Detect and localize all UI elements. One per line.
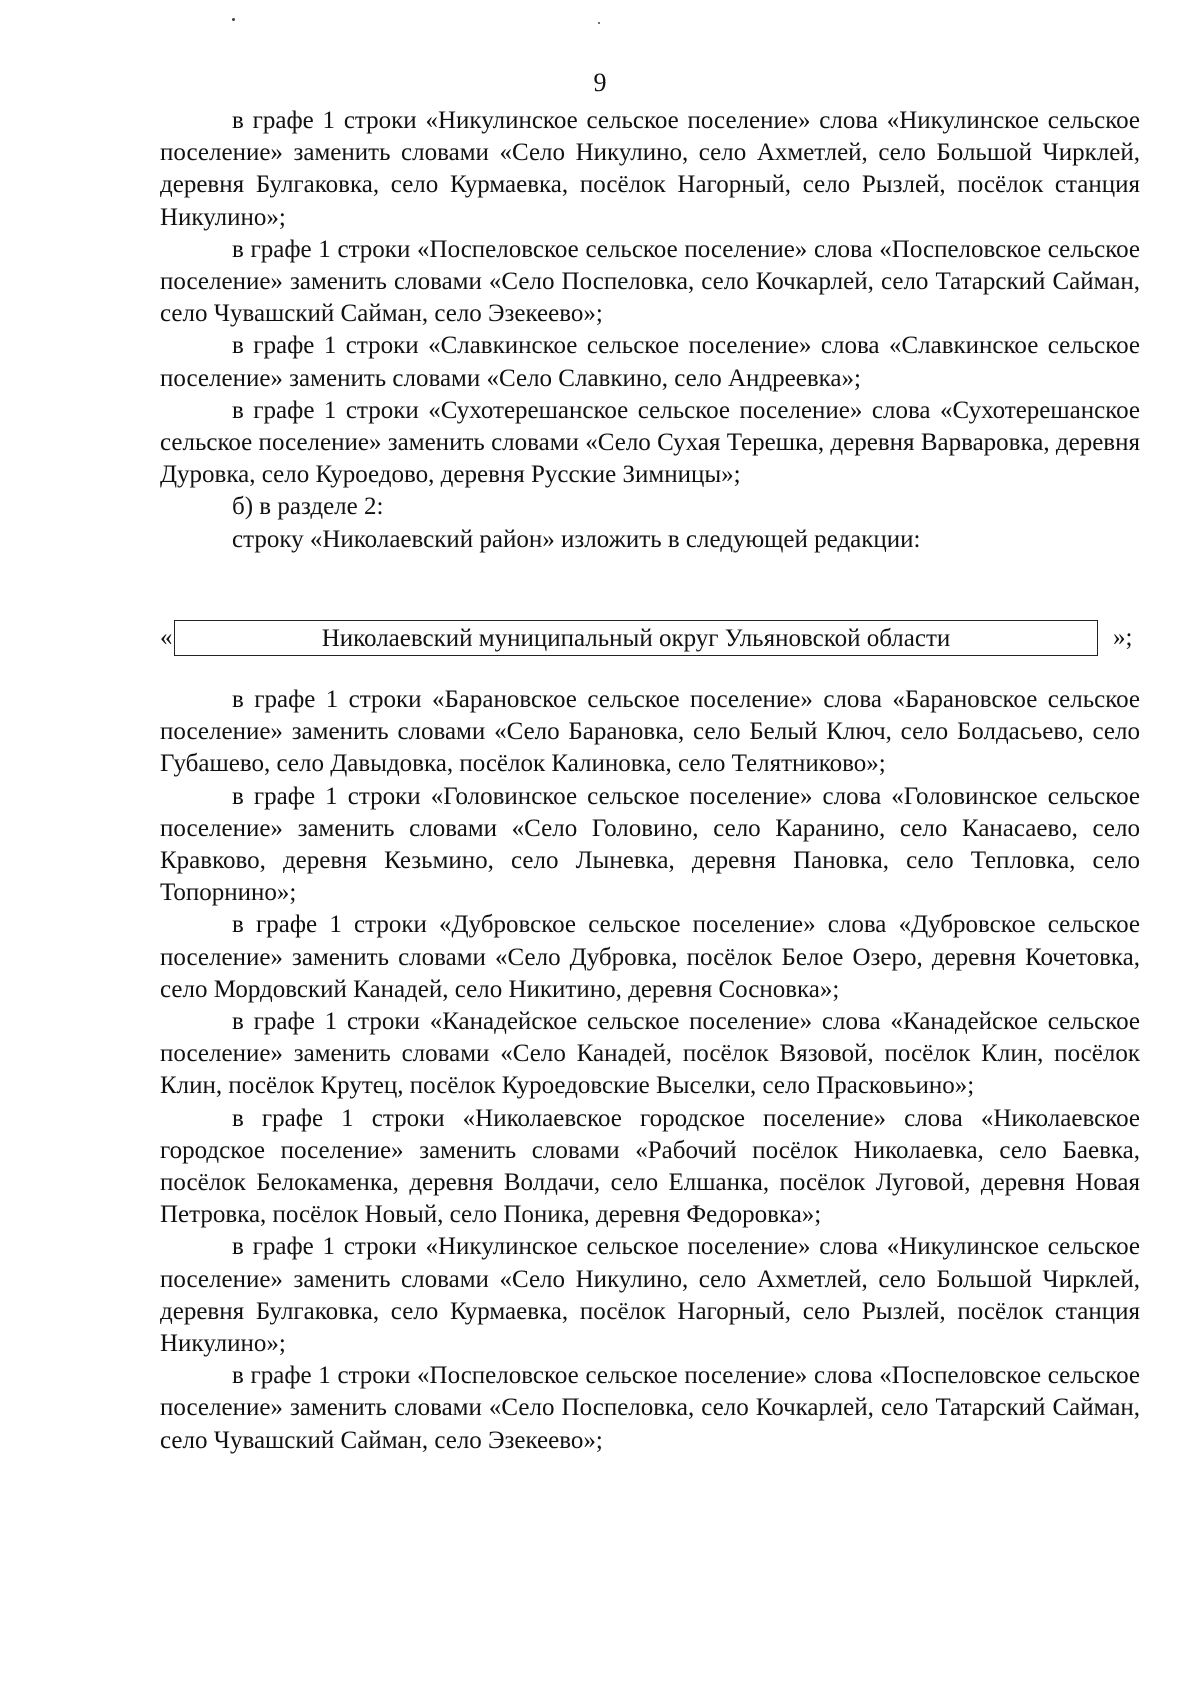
paragraph: строку «Николаевский район» изложить в следующей редакции: bbox=[232, 525, 921, 553]
section-heading: б) в разделе 2: bbox=[232, 493, 384, 521]
scan-speck bbox=[598, 22, 600, 24]
paragraph: в графе 1 строки «Канадейское сельское поселение» слова «Канадейское сельское поселение» заменить словами «Село Канадей, посёлок Вязовой, посёлок Клин, посёлок Клин, посёлок Крутец, посёлок Куроедовские Выселки, село Прасковьино»; bbox=[160, 1008, 1140, 1100]
paragraph: в графе 1 строки «Николаевское городское поселение» слова «Николаевское городское поселение» заменить словами «Рабочий посёлок Николаевка, село Баевка, посёлок Белокаменка, деревня Волдачи, село Елшанка, посёлок Луговой, деревня Новая Петровка, посёлок Новый, село Поника, деревня Федоровка»; bbox=[160, 1104, 1140, 1229]
page-number: 9 bbox=[593, 68, 607, 97]
paragraph: в графе 1 строки «Поспеловское сельское поселение» слова «Поспеловское сельское поселение» заменить словами «Село Поспеловка, село Кочкарлей, село Татарский Сайман, село Чувашский Сайман, село Эзекеево»; bbox=[160, 235, 1140, 328]
paragraph: в графе 1 строки «Славкинское сельское поселение» слова «Славкинское сельское поселение» заменить словами «Село Славкино, село Андреевка»; bbox=[160, 332, 1140, 392]
paragraph: в графе 1 строки «Головинское сельское поселение» слова «Головинское сельское поселение» заменить словами «Село Головино, село Каранино, село Канасаево, село Кравково, деревня Кезьмино, село Лыневка, деревня Пановка, село Тепловка, село Топорнино»; bbox=[160, 782, 1140, 907]
paragraph: в графе 1 строки «Поспеловское сельское поселение» слова «Поспеловское сельское поселение» заменить словами «Село Поспеловка, село Кочкарлей, село Татарский Сайман, село Чувашский Сайман, село Эзекеево»; bbox=[160, 1362, 1140, 1454]
table-cell: Николаевский муниципальный округ Ульяновской области bbox=[174, 620, 1098, 656]
text-block-bottom bbox=[160, 684, 1140, 1457]
paragraph: в графе 1 строки «Сухотерешанское сельское поселение» слова «Сухотерешанское сельское поселение» заменить словами «Село Сухая Терешка, деревня Варваровка, деревня Дуровка, село Куроедово, деревня Русские Зимницы»; bbox=[160, 396, 1140, 489]
table-row bbox=[160, 620, 1140, 658]
paragraph: в графе 1 строки «Никулинское сельское поселение» слова «Никулинское сельское поселение» заменить словами «Село Никулино, село Ахметлей, село Большой Чирклей, деревня Булгаковка, село Курмаевка, посёлок Нагорный, село Рызлей, посёлок станция Никулино»; bbox=[160, 107, 1140, 231]
paragraph: в графе 1 строки «Дубровское сельское поселение» слова «Дубровское сельское поселение» заменить словами «Село Дубровка, посёлок Белое Озеро, деревня Кочетовка, село Мордовский Канадей, село Никитино, деревня Сосновка»; bbox=[160, 911, 1140, 1003]
scan-speck bbox=[232, 18, 235, 21]
text-block-top bbox=[160, 105, 1140, 556]
paragraph: в графе 1 строки «Никулинское сельское поселение» слова «Никулинское сельское поселение» заменить словами «Село Никулино, село Ахметлей, село Большой Чирклей, деревня Булгаковка, село Курмаевка, посёлок Нагорный, село Рызлей, посёлок станция Никулино»; bbox=[160, 1233, 1140, 1358]
quote-close: »; bbox=[1113, 624, 1133, 651]
quote-open: « bbox=[160, 624, 173, 651]
paragraph: в графе 1 строки «Барановское сельское поселение» слова «Барановское сельское поселение» заменить словами «Село Барановка, село Белый Ключ, село Болдасьево, село Губашево, село Давыдовка, посёлок Калиновка, село Телятниково»; bbox=[160, 686, 1140, 778]
